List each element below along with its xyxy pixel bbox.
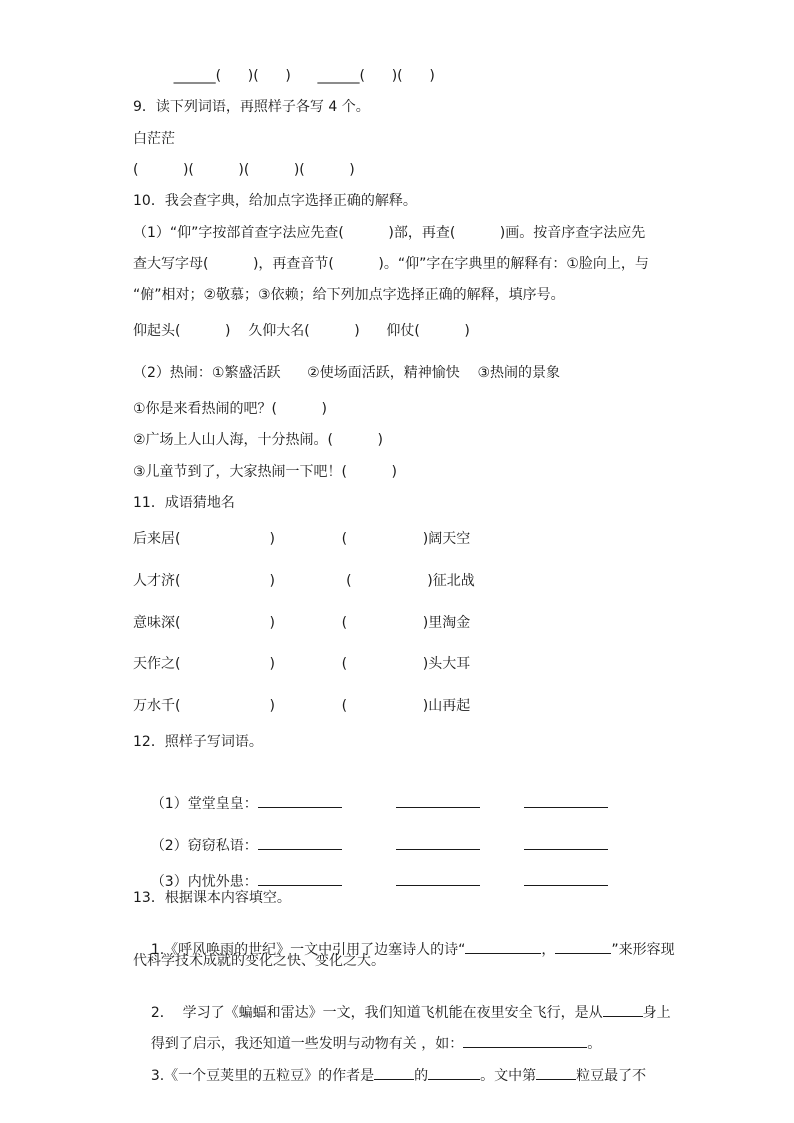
q13-item2-text-c: 得到了启示，我还知道一些发明与动物有关 ，如： bbox=[150, 1036, 464, 1052]
q13-item1-line2: 代科学技术成就的变化之快、变化之大。 bbox=[133, 953, 385, 969]
q9-example-word: 白茫茫 bbox=[133, 131, 175, 147]
q12-item2-blank2[interactable] bbox=[396, 835, 480, 850]
q12-item3-blank2[interactable] bbox=[396, 871, 480, 886]
q13-title: 13．根据课本内容填空。 bbox=[133, 890, 291, 906]
q12-title: 12．照样子写词语。 bbox=[133, 734, 263, 750]
q13-item2-blank1[interactable] bbox=[603, 1002, 643, 1017]
q13-item1-text-b: ， bbox=[541, 942, 556, 958]
q12-item1-blank2[interactable] bbox=[396, 793, 480, 808]
q13-item1-text-c: ”来形容现 bbox=[611, 942, 675, 958]
q12-item2-blank1[interactable] bbox=[258, 835, 342, 850]
q11-row3: 意味深( ) ( )里淘金 bbox=[133, 615, 471, 631]
q12-item1-blank1[interactable] bbox=[258, 793, 342, 808]
q12-item3-blank1[interactable] bbox=[258, 871, 342, 886]
q11-row2: 人才济( ) ( )征北战 bbox=[133, 573, 475, 589]
q13-item1-blank1[interactable] bbox=[465, 939, 541, 954]
q12-item2-blank3[interactable] bbox=[524, 835, 608, 850]
q13-item3-text-d: 粒豆最了不 bbox=[576, 1068, 647, 1084]
q10-title: 10．我会查字典，给加点字选择正确的解释。 bbox=[133, 193, 417, 209]
q12-item3-label: （3）内忧外患： bbox=[150, 874, 258, 890]
q10-part2-sentence3: ③儿童节到了，大家热闹一下吧！( ) bbox=[133, 464, 397, 480]
q10-part2-definitions: （2）热闹：①繁盛活跃 ②使场面活跃，精神愉快 ③热闹的景象 bbox=[133, 365, 561, 381]
q11-row4: 天作之( ) ( )头大耳 bbox=[133, 656, 471, 672]
q13-item3-blank1[interactable] bbox=[374, 1065, 414, 1080]
q12-item2-label: （2）窃窃私语： bbox=[150, 838, 258, 854]
q10-part1-line2: 查大写字母( )，再查音节( )。“仰”字在字典里的解释有：①脸向上，与 bbox=[133, 256, 649, 272]
q8-blanks-line: ______( )( ) ______( )( ) bbox=[138, 68, 435, 84]
q13-item3-line1 bbox=[133, 1045, 646, 1106]
q13-item3-text-b: 的 bbox=[414, 1068, 429, 1084]
q12-item3-blank3[interactable] bbox=[524, 871, 608, 886]
q10-part2-sentence1: ①你是来看热闹的吧？( ) bbox=[133, 401, 327, 417]
q13-item2-text-b: 身上 bbox=[642, 1005, 671, 1021]
q11-row1: 后来居( ) ( )阔天空 bbox=[133, 531, 471, 547]
q10-part2-sentence2: ②广场上人山人海，十分热闹。( ) bbox=[133, 432, 383, 448]
q13-item2-text-a: 2． 学习了《蝙蝠和雷达》一文，我们知道飞机能在夜里安全飞行，是从 bbox=[150, 1005, 603, 1021]
q9-title: 9．读下列词语，再照样子各写 4 个。 bbox=[133, 99, 370, 115]
q9-answer-blanks: ( )( )( )( ) bbox=[133, 162, 355, 178]
q11-row5: 万水千( ) ( )山再起 bbox=[133, 698, 471, 714]
q13-item1-blank2[interactable] bbox=[555, 939, 611, 954]
q13-item3-text-a: 3.《一个豆荚里的五粒豆》的作者是 bbox=[150, 1068, 375, 1084]
q13-item1-text-a: 1.《呼风唤雨的世纪》一文中引用了边塞诗人的诗“ bbox=[150, 942, 466, 958]
q12-item1-blank3[interactable] bbox=[524, 793, 608, 808]
q10-part1-line3: “俯”相对；②敬慕；③依赖；给下列加点字选择正确的解释，填序号。 bbox=[133, 287, 565, 303]
q10-part1-words: 仰起头( ) 久仰大名( ) 仰仗( ) bbox=[133, 323, 470, 339]
q13-item2-text-d: 。 bbox=[587, 1036, 602, 1052]
q11-title: 11．成语猜地名 bbox=[133, 495, 235, 511]
q13-item3-blank2[interactable] bbox=[428, 1065, 480, 1080]
q12-item1-label: （1）堂堂皇皇： bbox=[150, 796, 258, 812]
q13-item3-text-c: 。文中第 bbox=[480, 1068, 537, 1084]
q10-part1-line1: （1）“仰”字按部首查字法应先查( )部，再查( )画。按音序查字法应先 bbox=[133, 225, 646, 241]
q13-item3-blank3[interactable] bbox=[536, 1065, 576, 1080]
